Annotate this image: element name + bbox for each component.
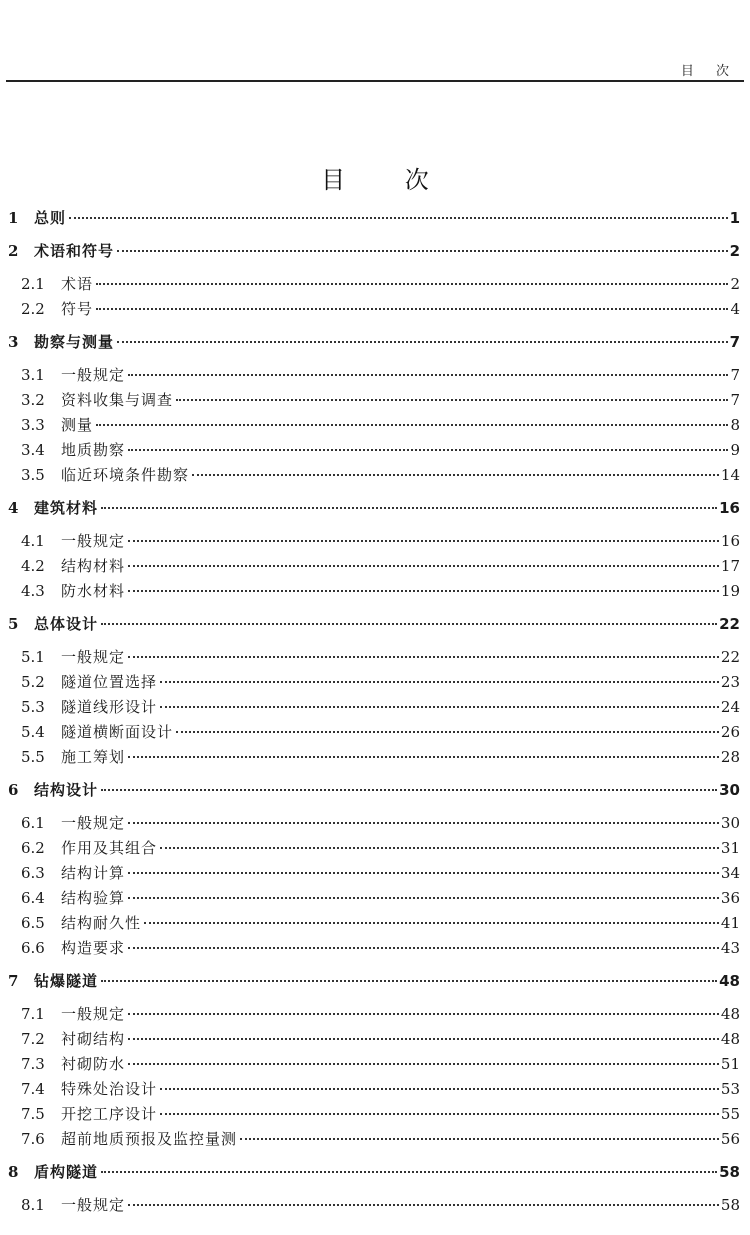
entry-number: 3.1	[21, 366, 45, 384]
entry-number: 7.2	[21, 1030, 45, 1048]
entry-number: 2	[8, 242, 19, 260]
dot-leader	[192, 474, 719, 476]
entry-title: 盾构隧道	[34, 1163, 99, 1181]
entry-page-number: 34	[720, 864, 740, 882]
entry-number: 5.1	[21, 648, 45, 666]
entry-title: 隧道横断面设计	[61, 723, 174, 741]
entry-page-number: 2	[729, 242, 740, 260]
toc-section-entry[interactable]	[8, 646, 740, 671]
entry-number: 3.3	[21, 416, 45, 434]
entry-number: 4.1	[21, 532, 45, 550]
entry-title: 钻爆隧道	[34, 972, 99, 990]
toc-chapter-entry[interactable]	[8, 1161, 740, 1186]
entry-page-number: 43	[720, 939, 740, 957]
dot-leader	[96, 283, 728, 285]
toc-section-entry[interactable]	[8, 439, 740, 464]
toc-chapter-entry[interactable]	[8, 331, 740, 356]
entry-page-number: 56	[720, 1130, 740, 1148]
toc-section-entry[interactable]	[8, 530, 740, 555]
entry-title: 测量	[61, 416, 94, 434]
entry-title: 衬砌结构	[61, 1030, 126, 1048]
toc-chapter-entry[interactable]	[8, 240, 740, 265]
dot-leader	[160, 847, 719, 849]
entry-title: 结构材料	[61, 557, 126, 575]
entry-title: 特殊处治设计	[61, 1080, 158, 1098]
entry-number: 3.2	[21, 391, 45, 409]
dot-leader	[117, 341, 728, 343]
entry-title: 术语和符号	[34, 242, 115, 260]
entry-title: 结构设计	[34, 781, 99, 799]
toc-section-entry[interactable]	[8, 414, 740, 439]
entry-number: 6.5	[21, 914, 45, 932]
toc-section-entry[interactable]	[8, 837, 740, 862]
entry-page-number: 41	[720, 914, 740, 932]
entry-title: 超前地质预报及监控量测	[61, 1130, 238, 1148]
toc-section-entry[interactable]	[8, 1028, 740, 1053]
entry-number: 2.1	[21, 275, 45, 293]
entry-page-number: 55	[720, 1105, 740, 1123]
toc-section-entry[interactable]	[8, 812, 740, 837]
toc-section-entry[interactable]	[8, 298, 740, 323]
dot-leader	[101, 789, 717, 791]
dot-leader	[128, 756, 719, 758]
toc-section-entry[interactable]	[8, 1128, 740, 1153]
dot-leader	[101, 980, 717, 982]
dot-leader	[128, 822, 719, 824]
entry-page-number: 17	[720, 557, 740, 575]
entry-title: 总体设计	[34, 615, 99, 633]
entry-page-number: 16	[719, 499, 740, 517]
entry-title: 衬砌防水	[61, 1055, 126, 1073]
entry-title: 隧道位置选择	[61, 673, 158, 691]
dot-leader	[160, 681, 719, 683]
entry-number: 5.5	[21, 748, 45, 766]
entry-title: 一般规定	[61, 1005, 126, 1023]
entry-page-number: 22	[720, 648, 740, 666]
entry-number: 8.1	[21, 1196, 45, 1214]
toc-section-entry[interactable]	[8, 1078, 740, 1103]
dot-leader	[128, 1204, 719, 1206]
dot-leader	[128, 565, 719, 567]
entry-title: 一般规定	[61, 1196, 126, 1214]
dot-leader	[160, 1088, 719, 1090]
entry-title: 结构计算	[61, 864, 126, 882]
entry-number: 5.4	[21, 723, 45, 741]
dot-leader	[240, 1138, 719, 1140]
dot-leader	[144, 922, 719, 924]
dot-leader	[128, 897, 719, 899]
toc-section-entry[interactable]	[8, 1053, 740, 1078]
entry-page-number: 16	[720, 532, 740, 550]
entry-page-number: 4	[730, 300, 740, 318]
toc-section-entry[interactable]	[8, 887, 740, 912]
entry-title: 结构验算	[61, 889, 126, 907]
entry-number: 7.1	[21, 1005, 45, 1023]
entry-title: 开挖工序设计	[61, 1105, 158, 1123]
dot-leader	[101, 1171, 717, 1173]
entry-page-number: 8	[730, 416, 740, 434]
entry-number: 2.2	[21, 300, 45, 318]
entry-title: 一般规定	[61, 814, 126, 832]
entry-number: 6.3	[21, 864, 45, 882]
entry-page-number: 7	[730, 366, 740, 384]
entry-number: 7	[8, 972, 19, 990]
entry-number: 4.3	[21, 582, 45, 600]
entry-title: 作用及其组合	[61, 839, 158, 857]
dot-leader	[176, 399, 728, 401]
entry-page-number: 2	[730, 275, 740, 293]
toc-section-entry[interactable]	[8, 1194, 740, 1219]
entry-number: 5.2	[21, 673, 45, 691]
toc-section-entry[interactable]	[8, 912, 740, 937]
entry-title: 地质勘察	[61, 441, 126, 459]
toc-chapter-entry[interactable]	[8, 497, 740, 522]
entry-title: 临近环境条件勘察	[61, 466, 190, 484]
table-of-contents	[8, 207, 740, 1219]
entry-page-number: 31	[720, 839, 740, 857]
toc-section-entry[interactable]	[8, 746, 740, 771]
toc-chapter-entry[interactable]	[8, 613, 740, 638]
toc-section-entry[interactable]	[8, 1003, 740, 1028]
dot-leader	[101, 507, 717, 509]
dot-leader	[128, 374, 728, 376]
running-head: 目 次	[680, 64, 738, 79]
toc-section-entry[interactable]	[8, 273, 740, 298]
dot-leader	[128, 947, 719, 949]
entry-title: 结构耐久性	[61, 914, 142, 932]
entry-title: 勘察与测量	[34, 333, 115, 351]
toc-section-entry[interactable]	[8, 721, 740, 746]
entry-number: 3.5	[21, 466, 45, 484]
dot-leader	[160, 706, 719, 708]
entry-page-number: 28	[720, 748, 740, 766]
entry-number: 5	[8, 615, 19, 633]
entry-page-number: 58	[720, 1196, 740, 1214]
entry-page-number: 24	[720, 698, 740, 716]
entry-page-number: 30	[720, 814, 740, 832]
toc-section-entry[interactable]	[8, 1103, 740, 1128]
entry-number: 6	[8, 781, 19, 799]
toc-section-entry[interactable]	[8, 671, 740, 696]
entry-page-number: 48	[720, 1005, 740, 1023]
entry-page-number: 51	[720, 1055, 740, 1073]
toc-section-entry[interactable]	[8, 862, 740, 887]
entry-number: 6.4	[21, 889, 45, 907]
entry-number: 6.1	[21, 814, 45, 832]
entry-number: 3	[8, 333, 19, 351]
dot-leader	[128, 656, 719, 658]
entry-number: 4	[8, 499, 19, 517]
entry-number: 1	[8, 209, 19, 227]
entry-title: 资料收集与调查	[61, 391, 174, 409]
entry-page-number: 1	[729, 209, 740, 227]
entry-title: 构造要求	[61, 939, 126, 957]
entry-page-number: 22	[719, 615, 740, 633]
toc-chapter-entry[interactable]	[8, 970, 740, 995]
dot-leader	[117, 250, 728, 252]
page-title: 目 次	[321, 166, 455, 194]
toc-section-entry[interactable]	[8, 464, 740, 489]
entry-number: 8	[8, 1163, 19, 1181]
toc-section-entry[interactable]	[8, 696, 740, 721]
dot-leader	[128, 1013, 719, 1015]
entry-number: 7.3	[21, 1055, 45, 1073]
header-rule	[6, 80, 744, 82]
entry-number: 6.6	[21, 939, 45, 957]
entry-number: 3.4	[21, 441, 45, 459]
entry-page-number: 7	[730, 391, 740, 409]
entry-title: 符号	[61, 300, 94, 318]
entry-title: 一般规定	[61, 532, 126, 550]
entry-page-number: 48	[719, 972, 740, 990]
entry-title: 建筑材料	[34, 499, 99, 517]
toc-section-entry[interactable]	[8, 555, 740, 580]
dot-leader	[101, 623, 717, 625]
dot-leader	[160, 1113, 719, 1115]
toc-section-entry[interactable]	[8, 389, 740, 414]
entry-title: 总则	[34, 209, 67, 227]
entry-title: 隧道线形设计	[61, 698, 158, 716]
dot-leader	[128, 1063, 719, 1065]
dot-leader	[128, 872, 719, 874]
entry-page-number: 23	[720, 673, 740, 691]
entry-title: 一般规定	[61, 366, 126, 384]
entry-number: 7.5	[21, 1105, 45, 1123]
entry-number: 7.6	[21, 1130, 45, 1148]
toc-section-entry[interactable]	[8, 580, 740, 605]
entry-page-number: 7	[729, 333, 740, 351]
entry-page-number: 19	[720, 582, 740, 600]
entry-title: 施工筹划	[61, 748, 126, 766]
dot-leader	[176, 731, 719, 733]
entry-page-number: 36	[720, 889, 740, 907]
entry-number: 4.2	[21, 557, 45, 575]
entry-page-number: 30	[719, 781, 740, 799]
toc-section-entry[interactable]	[8, 364, 740, 389]
entry-page-number: 14	[720, 466, 740, 484]
entry-title: 一般规定	[61, 648, 126, 666]
entry-title: 防水材料	[61, 582, 126, 600]
dot-leader	[128, 590, 719, 592]
entry-page-number: 9	[730, 441, 740, 459]
toc-chapter-entry[interactable]	[8, 779, 740, 804]
toc-chapter-entry[interactable]	[8, 207, 740, 232]
entry-page-number: 53	[720, 1080, 740, 1098]
entry-page-number: 58	[719, 1163, 740, 1181]
dot-leader	[96, 308, 728, 310]
dot-leader	[69, 217, 728, 219]
entry-title: 术语	[61, 275, 94, 293]
toc-section-entry[interactable]	[8, 937, 740, 962]
entry-number: 7.4	[21, 1080, 45, 1098]
dot-leader	[128, 449, 728, 451]
dot-leader	[128, 1038, 719, 1040]
entry-number: 6.2	[21, 839, 45, 857]
entry-number: 5.3	[21, 698, 45, 716]
entry-page-number: 48	[720, 1030, 740, 1048]
dot-leader	[128, 540, 719, 542]
entry-page-number: 26	[720, 723, 740, 741]
dot-leader	[96, 424, 728, 426]
